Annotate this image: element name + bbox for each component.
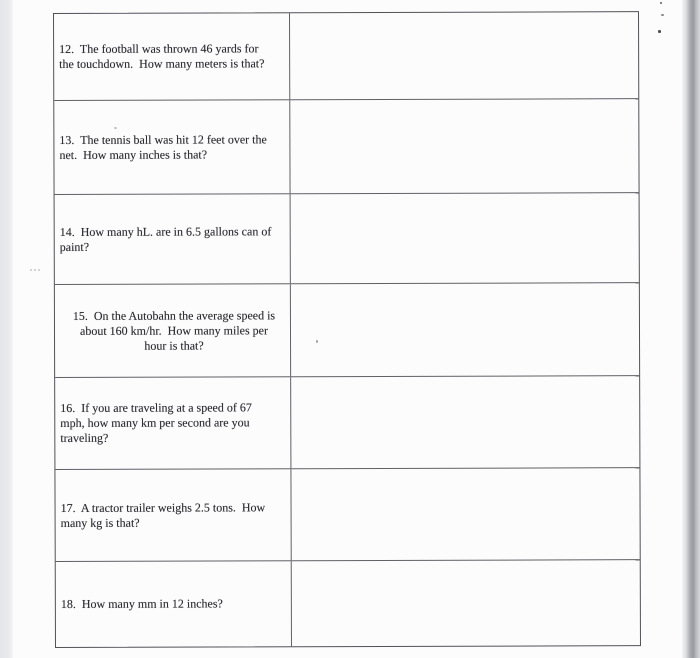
answer-cell <box>291 193 639 283</box>
answer-cell <box>290 99 638 193</box>
question-cell <box>54 13 290 100</box>
answer-cell <box>292 560 640 646</box>
table-row <box>55 193 639 285</box>
answer-cell <box>291 376 639 468</box>
worksheet-table <box>53 11 641 648</box>
question-cell <box>56 561 292 647</box>
scan-speckle <box>316 340 318 343</box>
table-row <box>55 283 639 378</box>
question-cell <box>55 469 291 561</box>
question-cell <box>55 377 291 469</box>
question-text: 12. The football was thrown 46 yards for the touchdown. How many meters is that? <box>59 41 265 71</box>
question-text: 16. If you are traveling at a speed of 67 mph, how many km per second are you traveling? <box>60 400 252 445</box>
scan-speckle <box>30 269 32 271</box>
table-row <box>56 560 640 647</box>
table-row <box>55 376 639 470</box>
scan-speckle <box>114 127 117 129</box>
question-cell <box>55 194 291 284</box>
scan-speckle <box>661 14 664 16</box>
scan-left-margin <box>0 0 13 658</box>
answer-cell <box>291 283 639 376</box>
table-row <box>55 468 639 562</box>
table-row <box>54 12 638 101</box>
question-cell <box>54 100 290 194</box>
table-row <box>54 99 638 195</box>
question-text: 15. On the Autobahn the average speed is about 160 km/hr. How many miles per hour is that? <box>72 307 276 353</box>
question-text: 13. The tennis ball was hit 12 feet over the net. How many inches is that? <box>59 131 267 162</box>
scan-speckle <box>660 2 662 4</box>
scan-speckle <box>34 269 36 271</box>
scan-speckle <box>658 30 661 33</box>
question-cell <box>55 284 291 377</box>
page-edge-shadow <box>682 0 700 658</box>
question-text: 17. A tractor trailer weighs 2.5 tons. How many kg is that? <box>60 499 266 530</box>
answer-cell <box>291 468 639 560</box>
scan-speckle <box>38 269 40 271</box>
answer-cell <box>290 12 638 99</box>
question-text: 18. How many mm in 12 inches? <box>60 596 223 611</box>
question-text: 14. How many hL. are in 6.5 gallons can of paint? <box>59 223 272 254</box>
